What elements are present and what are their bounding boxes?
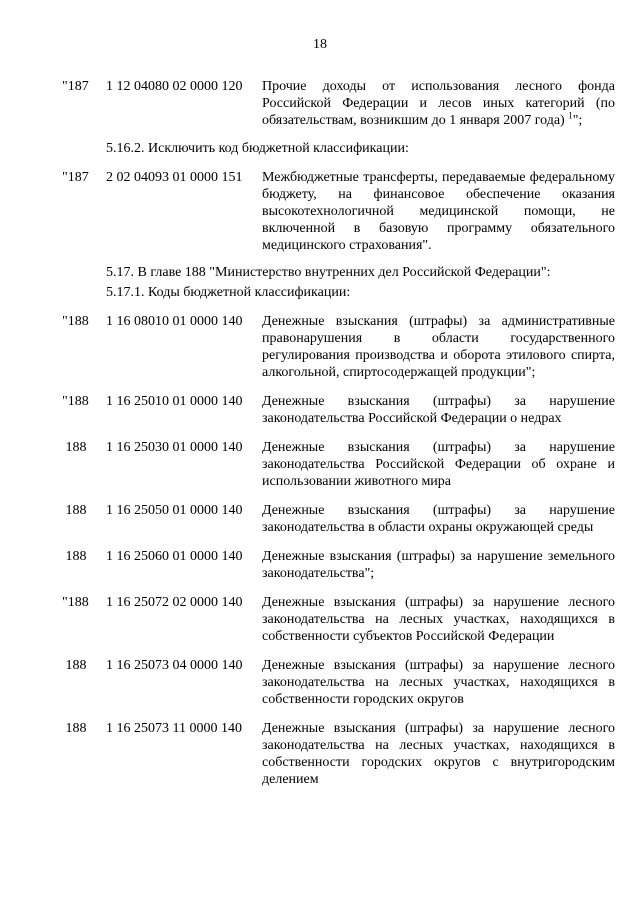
table-row	[62, 169, 615, 254]
table-row	[62, 439, 615, 490]
admin-code: "188	[62, 314, 89, 329]
budget-code: 2 02 04093 01 0000 151	[106, 170, 243, 185]
table-row	[62, 393, 615, 427]
admin-code: 188	[62, 549, 87, 564]
description-tail: ";	[572, 113, 583, 128]
table-row	[62, 657, 615, 708]
page-number: 18	[313, 37, 327, 52]
code-description: Денежные взыскания (штрафы) за нарушение земельного законодательства";	[262, 549, 615, 581]
code-description: Денежные взыскания (штрафы) за нарушение законодательства в области охраны окружающей среды	[262, 503, 615, 535]
code-description: Денежные взыскания (штрафы) за нарушение законодательства Российской Федерации о недрах	[262, 394, 615, 426]
table-row	[62, 78, 615, 129]
footnote-mark: 1	[568, 110, 573, 121]
code-description: Денежные взыскания (штрафы) за нарушение лесного законодательства на лесных участках, находящихся в собственности городских округов	[262, 658, 615, 707]
table-row	[62, 594, 615, 645]
table-row	[62, 548, 615, 582]
admin-code: "188	[62, 595, 89, 610]
budget-code: 1 16 25050 01 0000 140	[106, 503, 243, 518]
table-row	[62, 502, 615, 536]
admin-code: "188	[62, 394, 89, 409]
budget-code: 1 16 08010 01 0000 140	[106, 314, 243, 329]
admin-code: "187	[62, 170, 89, 185]
code-description: Денежные взыскания (штрафы) за нарушение лесного законодательства на лесных участках, находящихся в собственности городских округов с внутригородским делением	[262, 721, 615, 787]
code-description	[262, 78, 615, 129]
budget-code: 1 16 25030 01 0000 140	[106, 440, 243, 455]
budget-code: 1 12 04080 02 0000 120	[106, 79, 243, 94]
budget-code: 1 16 25073 11 0000 140	[106, 721, 242, 736]
admin-code: 188	[62, 503, 87, 518]
code-description: Межбюджетные трансферты, передаваемые федеральному бюджету, на финансовое обеспечение оказания высокотехнологичной медицинской помощи, не включенной в базовую программу обязательного медицинского страхования".	[262, 170, 615, 253]
instruction-line: 5.17. В главе 188 "Министерство внутренних дел Российской Федерации":	[106, 265, 551, 280]
description-text: Прочие доходы от использования лесного фонда Российской Федерации и лесов иных категорий (по обязательствам, возникшим до 1 января 2007 года)	[262, 79, 615, 128]
code-description: Денежные взыскания (штрафы) за административные правонарушения в области государственного регулирования производства и оборота этилового спирта, алкогольной, спиртосодержащей продукции";	[262, 314, 615, 380]
admin-code: 188	[62, 658, 87, 673]
budget-code: 1 16 25010 01 0000 140	[106, 394, 243, 409]
page-content	[62, 78, 615, 788]
code-description: Денежные взыскания (штрафы) за нарушение лесного законодательства на лесных участках, находящихся в собственности субъектов Российской Федерации	[262, 595, 615, 644]
admin-code: 188	[62, 440, 87, 455]
instruction-line: 5.16.2. Исключить код бюджетной классификации:	[106, 141, 409, 156]
budget-code: 1 16 25060 01 0000 140	[106, 549, 243, 564]
code-description: Денежные взыскания (штрафы) за нарушение законодательства Российской Федерации об охране и использовании животного мира	[262, 440, 615, 489]
budget-code: 1 16 25072 02 0000 140	[106, 595, 243, 610]
table-row	[62, 720, 615, 788]
table-row	[62, 313, 615, 381]
instruction-line: 5.17.1. Коды бюджетной классификации:	[106, 285, 351, 300]
budget-code: 1 16 25073 04 0000 140	[106, 658, 243, 673]
admin-code: "187	[62, 79, 89, 94]
admin-code: 188	[62, 721, 87, 736]
